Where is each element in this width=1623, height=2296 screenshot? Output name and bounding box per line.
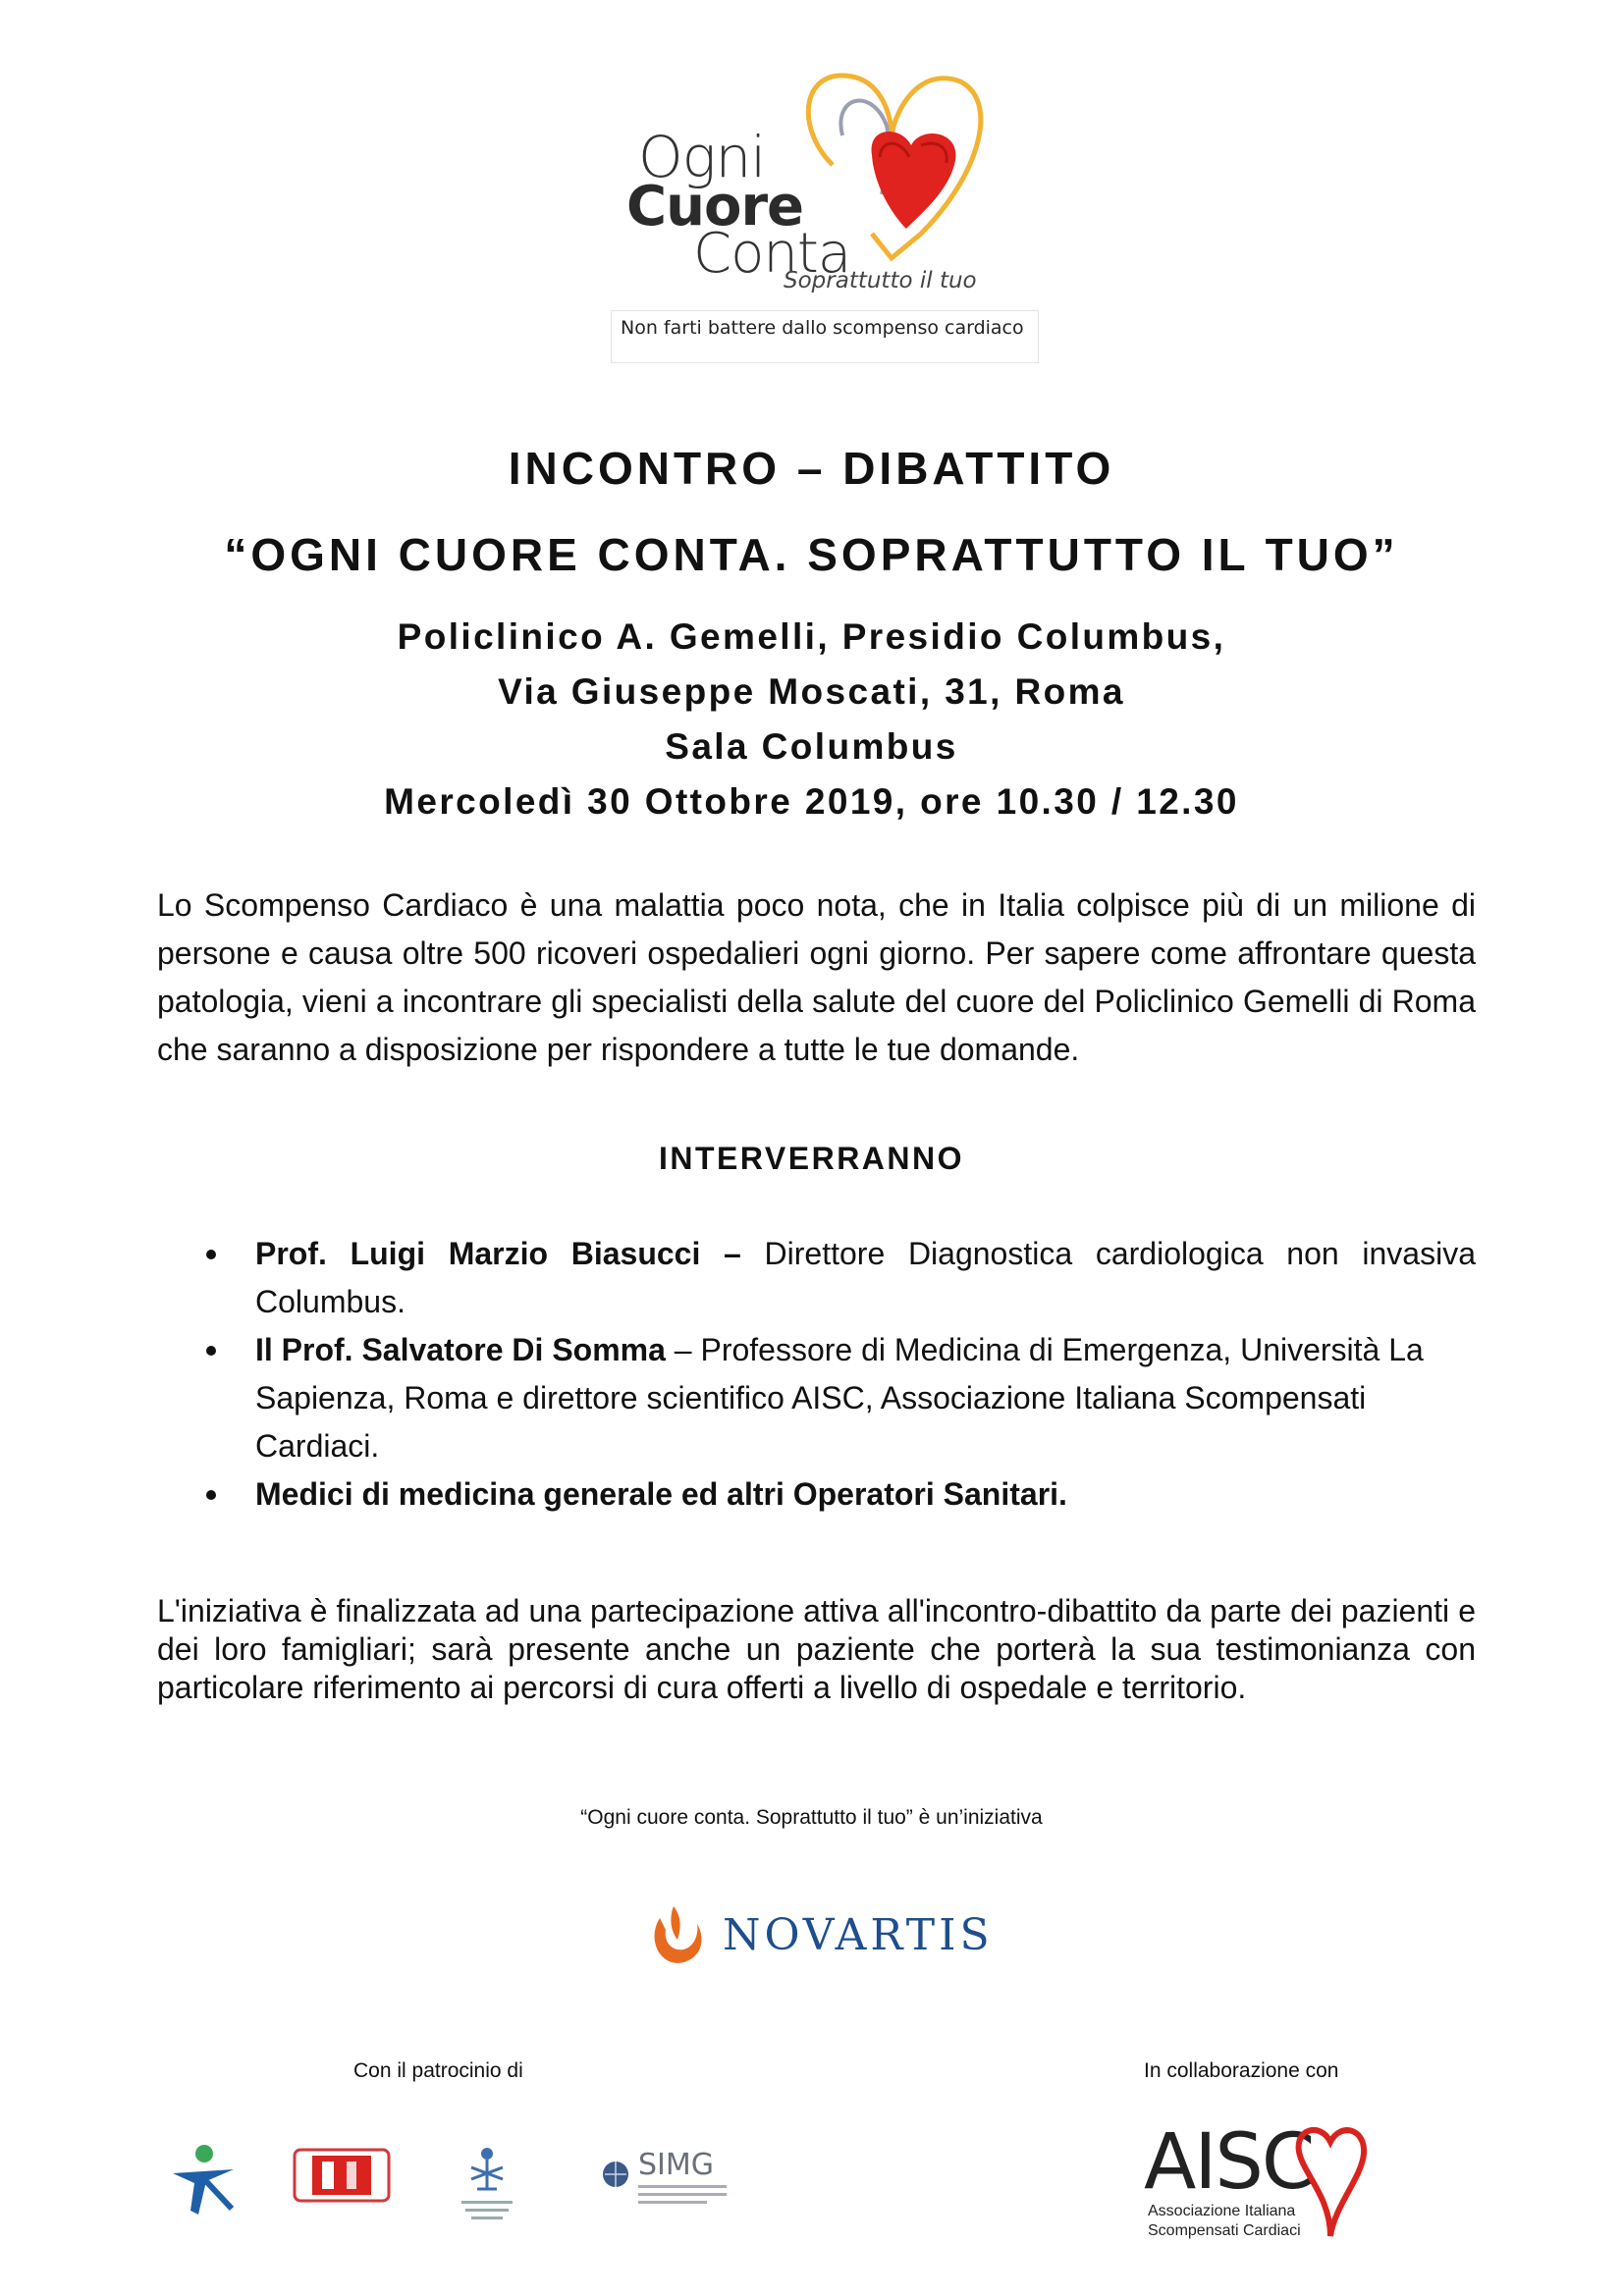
novartis-logo <box>648 1900 1001 1969</box>
event-datetime: Mercoledì 30 Ottobre 2019, ore 10.30 / 12.30 <box>384 781 1239 822</box>
aisc-logo <box>1144 2118 1370 2246</box>
globe-icon <box>601 2160 630 2189</box>
speaker-role: Direttore Diagnostica cardiologica non invasiva Columbus. <box>255 1236 1477 1319</box>
aisc-full-name-2: Scompensati Cardiaci <box>1148 2222 1301 2239</box>
ogni-cuore-conta-logo <box>587 47 1041 363</box>
patron-simg-name: SIMG <box>638 2148 715 2182</box>
logo-subtitle: Soprattutto il tuo <box>784 268 977 294</box>
logo-tagline: Non farti battere dallo scompenso cardiaco <box>621 317 1024 339</box>
logo-word-ogni: Ogni <box>638 124 766 190</box>
logo-word-cuore: Cuore <box>626 175 804 239</box>
speaker-name: Il Prof. Salvatore Di Somma <box>255 1332 666 1367</box>
aisc-name: AISC <box>1144 2118 1314 2207</box>
patron-logo-red-shield <box>293 2146 391 2205</box>
speakers-heading: INTERVERRANNO <box>658 1141 965 1176</box>
logo-word-conta: Conta <box>693 222 851 286</box>
sponsor-name: NOVARTIS <box>723 1910 994 1960</box>
patron-logo-simg <box>601 2148 729 2211</box>
location-line-1: Policlinico A. Gemelli, Presidio Columbus, <box>397 616 1226 657</box>
closing-paragraph: L'iniziativa è finalizzata ad una partecipazione attiva all'incontro-dibattito da parte dei pazienti e dei loro famigliari; sarà presente anche un paziente che porterà la sua testimonianza con particolare riferimento ai percorsi di cura offerti a livello di ospedale e territorio. <box>157 1593 1476 1705</box>
event-title-heading: “OGNI CUORE CONTA. SOPRATTUTTO IL TUO” <box>224 529 1399 580</box>
patron-logo-figure <box>165 2140 242 2218</box>
bullet-icon <box>206 1346 216 1356</box>
event-type-heading: INCONTRO – DIBATTITO <box>508 443 1115 494</box>
patronage-label: Con il patrocinio di <box>353 2059 523 2082</box>
aisc-full-name-1: Associazione Italiana <box>1148 2203 1296 2219</box>
location-line-3: Sala Columbus <box>665 726 958 767</box>
speaker-name: Medici di medicina generale ed altri Operatori Sanitari. <box>255 1476 1067 1512</box>
patron-logo-sigg <box>448 2140 526 2222</box>
speaker-role: – Professore di Medicina di Emergenza, Università La Sapienza, Roma e direttore scientifico AISC, Associazione Italiana Scompensati Cardiaci. <box>255 1332 1424 1464</box>
location-line-2: Via Giuseppe Moscati, 31, Roma <box>498 671 1125 712</box>
initiative-note: “Ogni cuore conta. Soprattutto il tuo” è un’iniziativa <box>580 1806 1043 1829</box>
collaboration-label: In collaborazione con <box>1144 2059 1339 2082</box>
aisc-heart-icon <box>1291 2118 1370 2246</box>
intro-paragraph: Lo Scompenso Cardiaco è una malattia poco nota, che in Italia colpisce più di un milione di persone e causa oltre 500 ricoveri ospedalieri ogni giorno. Per sapere come affrontare questa patologia, vieni a incontrare gli specialisti della salute del cuore del Policlinico Gemelli di Roma che saranno a disposizione per rispondere a tutte le tue domande. <box>157 887 1476 1067</box>
speaker-name: Prof. Luigi Marzio Biasucci – <box>255 1236 741 1271</box>
bullet-icon <box>206 1250 216 1259</box>
novartis-flame-icon <box>648 1900 707 1969</box>
bullet-icon <box>206 1490 216 1500</box>
